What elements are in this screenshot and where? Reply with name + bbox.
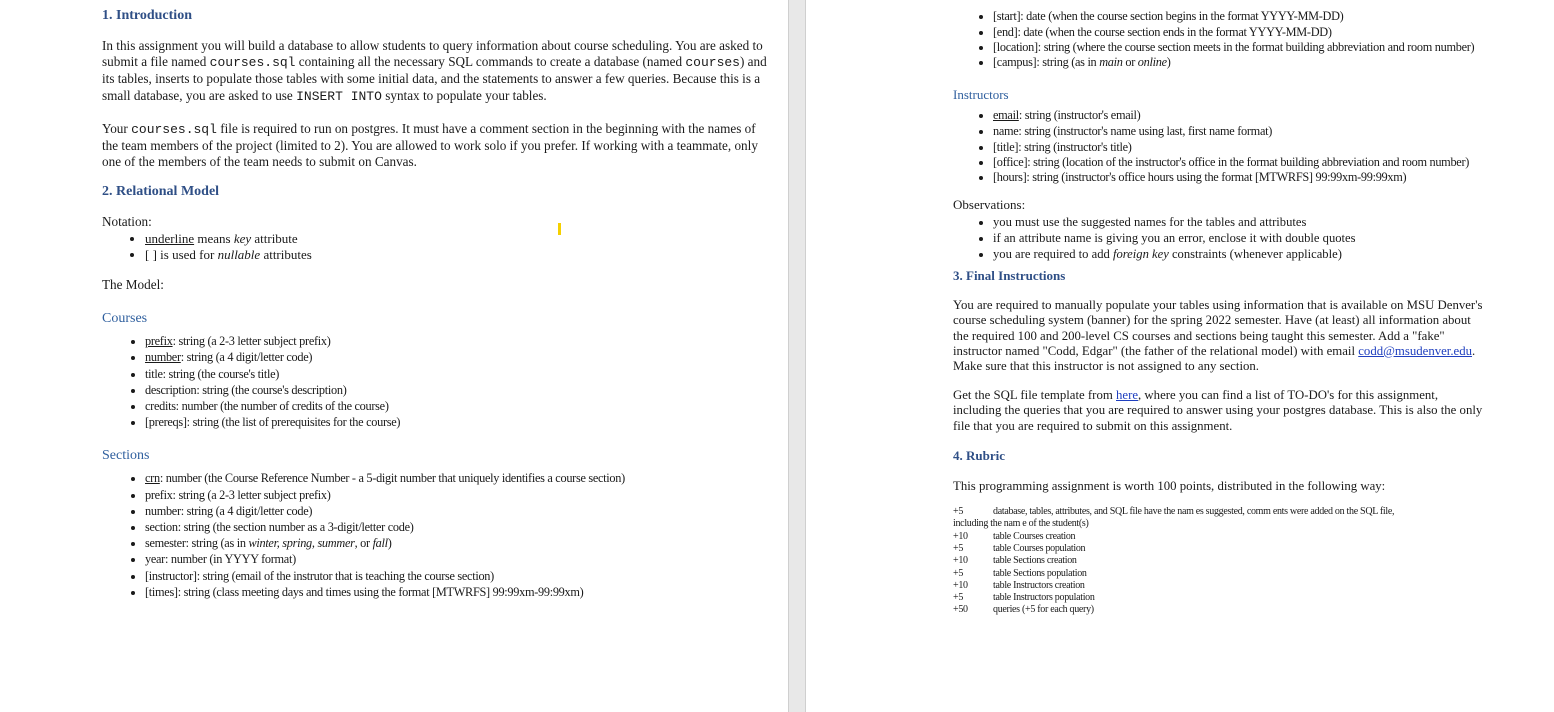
rubric-row: +5 table Courses population [953,542,1086,554]
list-item: • email: string (instructor's email) [993,107,1484,123]
list-item: • [prereqs]: string (the list of prerequisites for the course) [145,414,768,430]
list-item: • [location]: string (where the course section meets in the format building abbreviation and room number) [993,40,1484,54]
heading-relational-model: 2. Relational Model [102,184,220,200]
rubric-row: +50 queries (+5 for each query) [953,604,1094,616]
text-cursor-caret [558,223,561,235]
list-item: • [title]: string (instructor's title) [993,139,1484,155]
heading-courses: Courses [102,311,148,327]
code-filename: courses.sql [209,55,296,71]
list-item: • name: string (instructor's name using last, first name format) [993,123,1484,139]
page-gutter-scrollbar[interactable] [788,0,806,712]
rubric-row: +10 table Instructors creation [953,579,1085,591]
list-item: • number: string (a 4 digit/letter code) [145,349,768,365]
rubric-intro: This programming assignment is worth 100 points, distributed in the following way: [953,478,1386,493]
heading-final-instructions: 3. Final Instructions [953,268,1066,284]
list-item: • credits: number (the number of credits of the course) [145,398,768,414]
list-item: • [start]: date (when the course section begins in the format YYYY-MM-DD) [993,8,1484,24]
heading-introduction: 1. Introduction [102,8,192,23]
model-label: The Model: [102,277,164,293]
list-item: • crn: number (the Course Reference Number - a 5-digit number that uniquely identifies a course section) [145,470,768,486]
code-dbname: courses [685,55,740,71]
rubric-row: +5 table Instructors population [953,592,1095,604]
intro-paragraph-1: In this assignment you will build a database to allow students to query information about course scheduling. You are asked to submit a file named courses.sql containing all the necessary SQL commands to create a database (named courses) and its tables, inserts to populate those tables with some initial data, and the statements to answer a few queries. Because this is a small database, you are asked to use INSERT INTO syntax to populate your tables. [102,38,767,104]
rubric-list [953,506,1484,617]
observations-label: Observations: [953,197,1026,213]
list-item: • [end]: date (when the course section ends in the format YYYY-MM-DD) [993,24,1484,40]
final-paragraph-1: You are required to manually populate your tables using information that is available on MSU Denver's course scheduling system (banner) for the spring 2022 semester. Have (at least) all information about the required 100 and 200-level CS courses and sections being taught this semester. Add a "fake" instructor named "Codd, Edgar" (the father of the relational model) with email codd@msudenver.edu. Make sure that this instructor is not assigned to any section. [953,298,1483,374]
list-item: • semester: string (as in winter, spring, summer, or fall) [145,535,768,551]
observations-list [953,214,1484,263]
list-item: • description: string (the course's description) [145,382,768,398]
list-item: • if an attribute name is giving you an error, enclose it with double quotes [993,230,1484,246]
list-item: • title: string (the course's title) [145,366,768,382]
document-page-right [806,0,1554,712]
sections-attribute-list-continued [953,8,1484,71]
code-insert-into: INSERT INTO [296,88,382,104]
email-link[interactable]: codd@msudenver.edu [1358,343,1473,358]
notation-label: Notation: [102,214,152,230]
list-item: • you must use the suggested names for the tables and attributes [993,214,1484,230]
rubric-row: +10 table Sections creation [953,555,1077,567]
courses-attribute-list [102,333,768,430]
list-item: • [ ] is used for nullable attributes [145,247,768,263]
list-item: • year: number (in YYYY format) [145,551,768,567]
heading-rubric: 4. Rubric [953,447,1005,463]
template-link[interactable]: here [1116,388,1139,403]
list-item: • prefix: string (a 2-3 letter subject prefix) [145,487,768,503]
list-item: • [instructor]: string (email of the instrutor that is teaching the course section) [145,568,768,584]
intro-paragraph-2: Your courses.sql file is required to run on postgres. It must have a comment section in the beginning with the names of the team members of the project (limited to 2). You are allowed to work solo if you prefer. If working with a teammate, only one of the members of the team needs to submit on Canvas. [102,120,758,170]
rubric-row: +10 table Courses creation [953,530,1076,542]
list-item: • prefix: string (a 2-3 letter subject prefix) [145,333,768,349]
rubric-row: +5 table Sections population [953,567,1087,579]
list-item: • [hours]: string (instructor's office hours using the format [MTWRFS] 99:99xm-99:99xm) [993,169,1484,185]
list-item: • [times]: string (class meeting days and times using the format [MTWRFS] 99:99xm-99:99xm) [145,584,768,600]
list-item: • you are required to add foreign key constraints (whenever applicable) [993,246,1484,262]
rubric-row: +5 database, tables, attributes, and SQL file have the nam es suggested, comm ents were added on the SQL file, [953,506,1395,518]
instructors-attribute-list [953,107,1484,186]
sections-attribute-list [102,470,768,600]
list-item: • [office]: string (location of the instructor's office in the format building abbreviation and room number) [993,155,1484,169]
rubric-row-continuation: including the nam e of the student(s) [953,518,1089,530]
final-paragraph-2: Get the SQL file template from here, where you can find a list of TO-DO's for this assignment, including the queries that you are required to answer using your postgres database. This is also the only file that you are required to submit on this assignment. [953,388,1483,433]
list-item: • section: string (the section number as a 3-digit/letter code) [145,519,768,535]
heading-instructors: Instructors [953,86,1009,102]
code-filename-2: courses.sql [131,121,217,137]
list-item: • [campus]: string (as in main or online) [993,54,1484,70]
notation-list [102,231,768,263]
list-item: • underline means key attribute [145,231,768,247]
heading-sections: Sections [102,448,150,464]
list-item: • number: string (a 4 digit/letter code) [145,503,768,519]
